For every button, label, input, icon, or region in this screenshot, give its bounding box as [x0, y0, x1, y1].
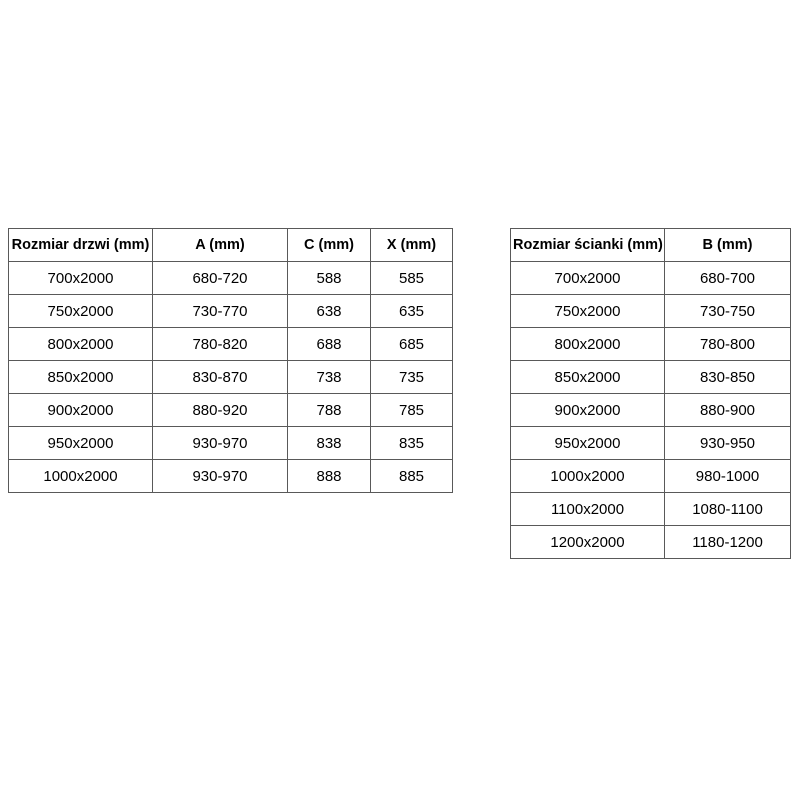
door-a-cell: 780-820 — [153, 328, 288, 361]
wall-table-header-b: B (mm) — [665, 229, 791, 262]
table-row — [511, 493, 791, 526]
table-row — [511, 427, 791, 460]
door-sizes-table — [8, 228, 453, 493]
door-c-cell: 688 — [288, 328, 371, 361]
door-c-cell: 888 — [288, 460, 371, 493]
door-c-cell: 588 — [288, 262, 371, 295]
wall-size-cell: 1200x2000 — [511, 526, 665, 559]
table-row — [511, 361, 791, 394]
wall-size-cell: 950x2000 — [511, 427, 665, 460]
wall-b-cell: 1080-1100 — [665, 493, 791, 526]
table-row — [511, 262, 791, 295]
table-row — [9, 295, 453, 328]
wall-size-cell: 700x2000 — [511, 262, 665, 295]
door-x-cell: 685 — [371, 328, 453, 361]
door-size-cell: 700x2000 — [9, 262, 153, 295]
door-size-cell: 750x2000 — [9, 295, 153, 328]
door-x-cell: 835 — [371, 427, 453, 460]
door-table-header-x: X (mm) — [371, 229, 453, 262]
door-a-cell: 930-970 — [153, 460, 288, 493]
door-a-cell: 830-870 — [153, 361, 288, 394]
door-x-cell: 635 — [371, 295, 453, 328]
wall-size-cell: 800x2000 — [511, 328, 665, 361]
table-row — [9, 262, 453, 295]
wall-size-cell: 1100x2000 — [511, 493, 665, 526]
door-table-header-a: A (mm) — [153, 229, 288, 262]
wall-b-cell: 930-950 — [665, 427, 791, 460]
table-row — [9, 361, 453, 394]
door-size-cell: 900x2000 — [9, 394, 153, 427]
table-row — [9, 460, 453, 493]
table-row — [9, 427, 453, 460]
door-table-header-c: C (mm) — [288, 229, 371, 262]
door-a-cell: 730-770 — [153, 295, 288, 328]
door-table-header-row — [9, 229, 453, 262]
table-row — [511, 328, 791, 361]
door-c-cell: 788 — [288, 394, 371, 427]
table-row — [511, 295, 791, 328]
door-table-header-size: Rozmiar drzwi (mm) — [9, 229, 153, 262]
wall-b-cell: 780-800 — [665, 328, 791, 361]
wall-b-cell: 680-700 — [665, 262, 791, 295]
table-row — [511, 526, 791, 559]
table-row — [9, 328, 453, 361]
door-x-cell: 885 — [371, 460, 453, 493]
door-size-cell: 950x2000 — [9, 427, 153, 460]
table-row — [511, 394, 791, 427]
wall-b-cell: 980-1000 — [665, 460, 791, 493]
door-size-cell: 850x2000 — [9, 361, 153, 394]
wall-size-cell: 1000x2000 — [511, 460, 665, 493]
door-a-cell: 880-920 — [153, 394, 288, 427]
door-a-cell: 680-720 — [153, 262, 288, 295]
door-size-cell: 800x2000 — [9, 328, 153, 361]
door-a-cell: 930-970 — [153, 427, 288, 460]
wall-sizes-table — [510, 228, 791, 559]
door-x-cell: 585 — [371, 262, 453, 295]
wall-b-cell: 880-900 — [665, 394, 791, 427]
wall-size-cell: 900x2000 — [511, 394, 665, 427]
table-row — [9, 394, 453, 427]
wall-b-cell: 730-750 — [665, 295, 791, 328]
door-x-cell: 735 — [371, 361, 453, 394]
wall-size-cell: 850x2000 — [511, 361, 665, 394]
door-c-cell: 638 — [288, 295, 371, 328]
wall-table-header-row — [511, 229, 791, 262]
table-row — [511, 460, 791, 493]
wall-table-header-size: Rozmiar ścianki (mm) — [511, 229, 665, 262]
wall-size-cell: 750x2000 — [511, 295, 665, 328]
wall-b-cell: 830-850 — [665, 361, 791, 394]
door-x-cell: 785 — [371, 394, 453, 427]
door-c-cell: 738 — [288, 361, 371, 394]
door-c-cell: 838 — [288, 427, 371, 460]
door-size-cell: 1000x2000 — [9, 460, 153, 493]
wall-b-cell: 1180-1200 — [665, 526, 791, 559]
